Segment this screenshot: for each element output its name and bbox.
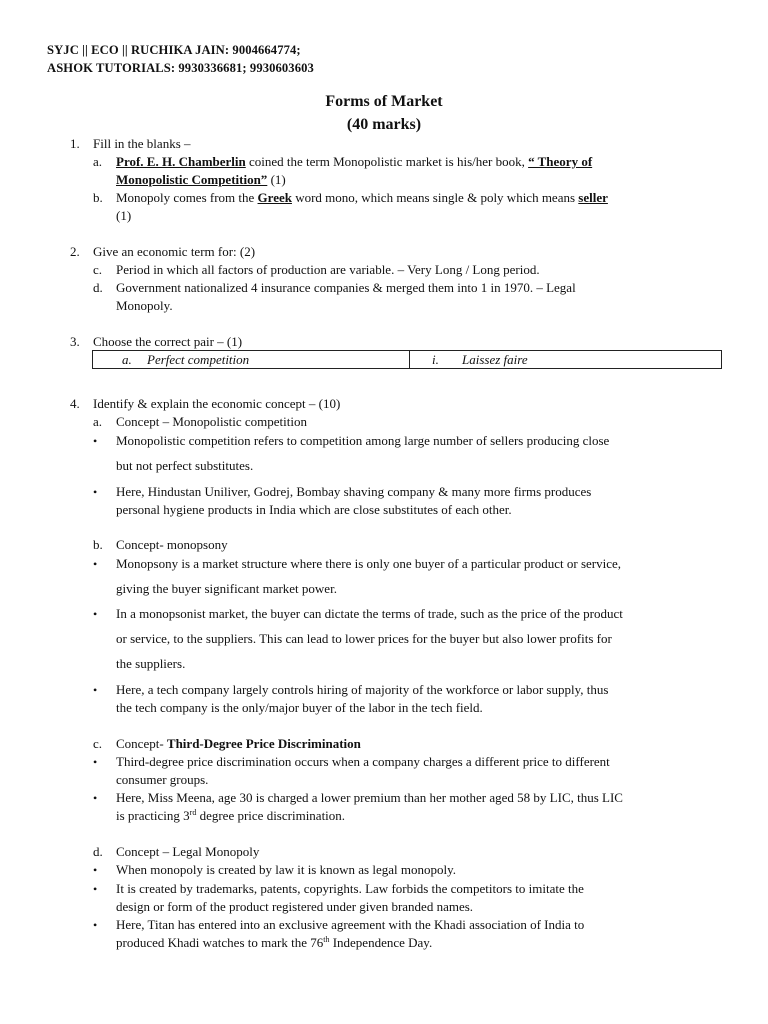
q4d-bullet-1-line-1: When monopoly is created by law it is known as legal monopoly. <box>116 862 456 877</box>
bullet-icon: • <box>93 791 98 805</box>
q4c-bullet-1-line-1: Third-degree price discrimination occurs when a company charges a different price to different <box>116 754 610 769</box>
q4c-heading-pre: Concept- <box>116 736 167 751</box>
q1a-author: Prof. E. H. Chamberlin <box>116 154 246 169</box>
q1a-label: a. <box>93 154 103 169</box>
pair-left-text: Perfect competition <box>147 352 250 367</box>
q2d-text-1: Government nationalized 4 insurance companies & merged them into 1 in 1970. – Legal <box>116 280 576 295</box>
pair-left-label: a. <box>122 352 132 367</box>
q4d-label: d. <box>93 844 103 859</box>
q1b-text-mid: word mono, which means single & poly which means <box>291 190 579 205</box>
q4b-bullet-3-line-1: Here, a tech company largely controls hiring of majority of the workforce or labor supply, thus <box>116 682 609 697</box>
q4b-heading: Concept- monopsony <box>116 537 228 552</box>
q4b-bullet-2-line-2: or service, to the suppliers. This can lead to lower prices for the buyer but also lower profits for <box>116 631 612 646</box>
q1a-book-2: Monopolistic Competition” <box>116 172 268 187</box>
q4b-bullet-1-line-1: Monopsony is a market structure where there is only one buyer of a particular product or service, <box>116 556 622 571</box>
q4d-bullet-3-pre: produced Khadi watches to mark the 76 <box>116 935 324 950</box>
header-line-2: ASHOK TUTORIALS: 9930336681; 9930603603 <box>47 61 314 75</box>
bullet-icon: • <box>93 918 98 932</box>
q2d-text-2: Monopoly. <box>116 298 173 313</box>
q3-number: 3. <box>70 334 80 349</box>
q4a-bullet-2-line-1: Here, Hindustan Uniliver, Godrej, Bombay shaving company & many more firms produces <box>116 484 592 499</box>
q3-heading: Choose the correct pair – (1) <box>93 334 243 349</box>
q1b-marks: (1) <box>116 208 132 223</box>
pair-cell-right <box>410 351 721 368</box>
bullet-icon: • <box>93 882 98 896</box>
bullet-icon: • <box>93 755 98 769</box>
pair-cell-left <box>93 351 410 368</box>
q4a-heading: Concept – Monopolistic competition <box>116 414 308 429</box>
q1b-text-pre: Monopoly comes from the <box>116 190 258 205</box>
q4c-bullet-2-post: degree price discrimination. <box>196 808 346 823</box>
bullet-icon: • <box>93 683 98 697</box>
q2-number: 2. <box>70 244 80 259</box>
q4c-bullet-2-line-1: Here, Miss Meena, age 30 is charged a lower premium than her mother aged 58 by LIC, thus LIC <box>116 790 623 805</box>
page-subtitle: (40 marks) <box>346 116 422 133</box>
q4c-bullet-2-sup: rd <box>189 808 197 817</box>
q2c-text: Period in which all factors of production are variable. – Very Long / Long period. <box>116 262 540 277</box>
bullet-icon: • <box>93 434 98 448</box>
q4b-bullet-3-line-2: the tech company is the only/major buyer of the labor in the tech field. <box>116 700 483 715</box>
q1b-greek: Greek <box>257 190 292 205</box>
bullet-icon: • <box>93 485 98 499</box>
q4b-bullet-1-line-2: giving the buyer significant market power. <box>116 581 337 596</box>
q4c-bullet-2-pre: is practicing 3 <box>116 808 190 823</box>
q4b-bullet-2-line-1: In a monopsonist market, the buyer can dictate the terms of trade, such as the price of the product <box>116 606 623 621</box>
q4a-bullet-2-line-2: personal hygiene products in India which are close substitutes of each other. <box>116 502 512 517</box>
q4-heading: Identify & explain the economic concept – (10) <box>93 396 341 411</box>
q1a-book-1: “ Theory of <box>528 154 593 169</box>
q4d-bullet-3-sup: th <box>323 935 330 944</box>
q4c-label: c. <box>93 736 103 751</box>
pair-right-text: Laissez faire <box>462 352 528 367</box>
q4d-bullet-2-line-1: It is created by trademarks, patents, copyrights. Law forbids the competitors to imitate the <box>116 881 584 896</box>
q4c-bullet-1-line-2: consumer groups. <box>116 772 209 787</box>
q4b-label: b. <box>93 537 103 552</box>
bullet-icon: • <box>93 557 98 571</box>
q4d-bullet-3-post: Independence Day. <box>329 935 433 950</box>
q1b-seller: seller <box>578 190 608 205</box>
q2d-label: d. <box>93 280 103 295</box>
q2-heading: Give an economic term for: (2) <box>93 244 256 259</box>
bullet-icon: • <box>93 607 98 621</box>
q4d-heading: Concept – Legal Monopoly <box>116 844 260 859</box>
q1a-text: coined the term Monopolistic market is his/her book, <box>245 154 529 169</box>
pair-right-label: i. <box>432 352 439 367</box>
page-title: Forms of Market <box>325 93 443 110</box>
q4-number: 4. <box>70 396 80 411</box>
header-line-1: SYJC || ECO || RUCHIKA JAIN: 9004664774; <box>47 43 301 57</box>
q4d-bullet-3-line-1: Here, Titan has entered into an exclusive agreement with the Khadi association of India to <box>116 917 585 932</box>
q1-number: 1. <box>70 136 80 151</box>
q1a-marks: (1) <box>267 172 286 187</box>
q4d-bullet-2-line-2: design or form of the product registered under given branded names. <box>116 899 474 914</box>
q4a-bullet-1-line-2: but not perfect substitutes. <box>116 458 254 473</box>
q1b-label: b. <box>93 190 103 205</box>
q4a-label: a. <box>93 414 103 429</box>
bullet-icon: • <box>93 863 98 877</box>
q1-heading: Fill in the blanks – <box>93 136 191 151</box>
pair-table <box>92 350 722 369</box>
q4b-bullet-2-line-3: the suppliers. <box>116 656 186 671</box>
q4a-bullet-1-line-1: Monopolistic competition refers to competition among large number of sellers producing close <box>116 433 610 448</box>
q4c-heading-bold: Third-Degree Price Discrimination <box>166 736 361 751</box>
q2c-label: c. <box>93 262 103 277</box>
